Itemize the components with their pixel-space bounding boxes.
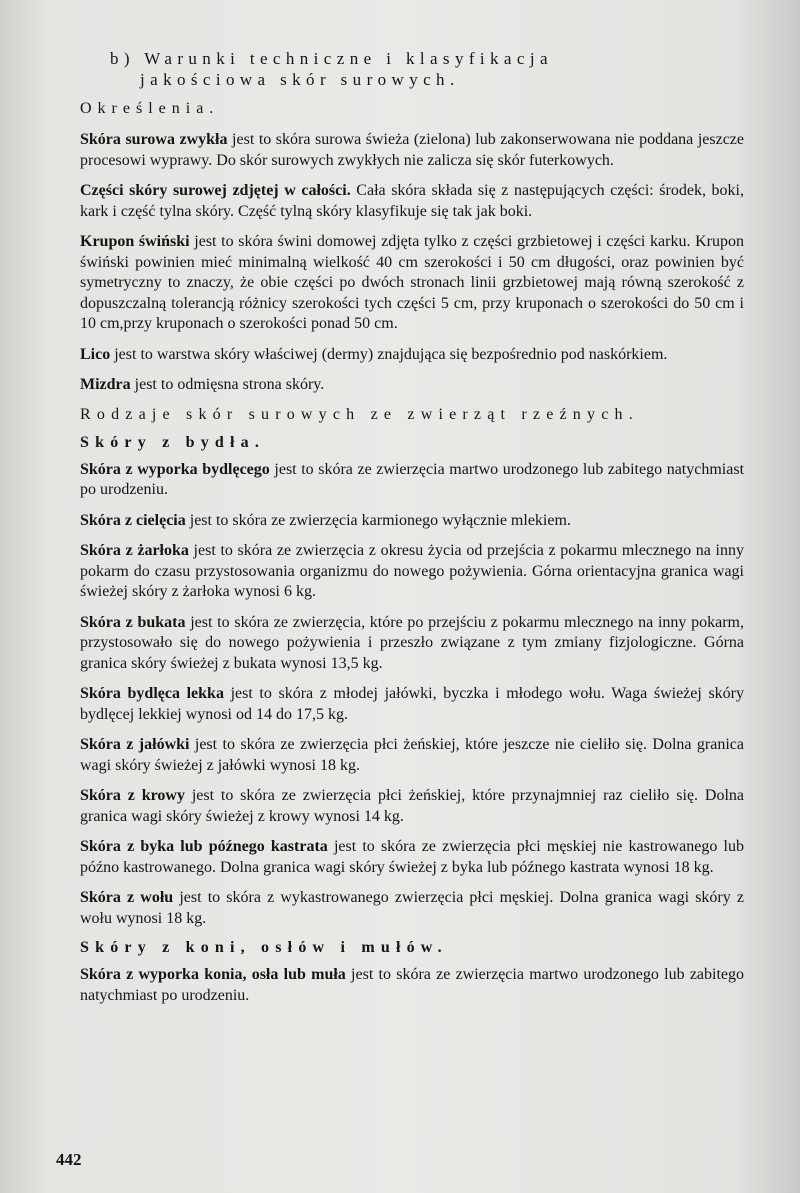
term: Mizdra [80, 376, 131, 393]
paragraph [80, 375, 744, 396]
cattle-heading: Skóry z bydła. [80, 433, 266, 451]
definition: jest to skóra ze zwierzęcia martwo urodzonego lub zabitego natychmiast po urodzeniu. [80, 966, 745, 1004]
definition: jest to skóra ze zwierzęcia karmionego wyłącznie mlekiem. [185, 511, 571, 529]
definition: jest to skóra ze zwierzęcia płci żeńskiej, które jeszcze nie cieliło się. Dolna granica wagi skóry świeżej z jałówki wynosi 18 kg. [80, 736, 745, 774]
paragraph [80, 232, 744, 335]
term: Części skóry surowej zdjętej w całości. [80, 182, 351, 199]
definition: jest to skóra ze zwierzęcia z okresu życia od przejścia z pokarmu mlecznego na inny pokarm do czasu przystosowania organizmu do nowego pożywienia. Górna orientacyjna granica wagi świeżej skóry z żarłoka wynosi 6 kg. [80, 542, 744, 600]
definition: jest to skóra ze zwierzęcia martwo urodzonego lub zabitego natychmiast po urodzeniu. [80, 460, 745, 498]
term: Skóra z wyporka bydlęcego [80, 460, 270, 478]
horses-list [80, 965, 744, 1006]
paragraph [80, 735, 744, 776]
term: Lico [80, 345, 111, 363]
paragraph [80, 965, 744, 1006]
definition: jest to odmięsna strona skóry. [130, 376, 325, 393]
term: Skóra z bukata [80, 613, 186, 631]
term: Skóra z byka lub późnego kastrata [80, 838, 328, 855]
term: Skóra z cielęcia [80, 511, 186, 529]
paragraph [80, 460, 744, 501]
horses-heading: Skóry z koni, osłów i mułów. [80, 939, 448, 956]
definition: jest to skóra z wykastrowanego zwierzęcia płci męskiej. Dolna granica wagi skóry z wołu wynosi 18 kg. [80, 889, 744, 927]
paragraph [80, 541, 744, 603]
paragraph [80, 613, 744, 675]
page-content [80, 48, 744, 1016]
paragraph [80, 684, 744, 725]
definitions-label: Określenia. [80, 100, 220, 117]
paragraph [80, 786, 744, 827]
paragraph [80, 511, 744, 532]
term: Skóra z krowy [80, 787, 185, 804]
term: Skóra bydlęca lekka [80, 685, 224, 702]
definition: jest to skóra ze zwierzęcia płci męskiej nie kastrowanego lub późno kastrowanego. Dolna granica wagi skóry świeżej z byka lub późnego kastrata wynosi 18 kg. [80, 838, 745, 876]
definition: Cała skóra składa się z następujących części: środek, boki, kark i część tylna skóry. Część tylną skóry klasyfikuje się tak jak boki. [80, 182, 744, 220]
term: Skóra z żarłoka [80, 542, 189, 559]
paragraph [80, 345, 744, 366]
section-heading-line1: b) Warunki techniczne i klasyfikacja [110, 49, 553, 68]
definition: jest to skóra ze zwierzęcia płci żeńskiej, które przynajmniej raz cieliło się. Dolna granica wagi skóry świeżej z krowy wynosi 14 kg. [80, 787, 745, 825]
paragraph [80, 888, 744, 929]
page-number: 442 [56, 1150, 82, 1169]
definitions-list [80, 130, 744, 396]
term: Krupon świński [80, 233, 190, 250]
term: Skóra z wyporka konia, osła lub muła [80, 966, 346, 983]
definition: jest to skóra z młodej jałówki, byczka i młodego wołu. Waga świeżej skóry bydlęcej lekkiej wynosi od 14 do 17,5 kg. [80, 685, 745, 723]
paragraph [80, 130, 744, 171]
paragraph [80, 837, 744, 878]
section-heading-line2: jakościowa skór surowych. [140, 70, 460, 89]
definition: jest to warstwa skóry właściwej (dermy) znajdująca się bezpośrednio pod naskórkiem. [110, 345, 668, 363]
definition: jest to skóra ze zwierzęcia, które po przejściu z pokarmu mlecznego na inny pokarm, przystosowało się do nowego pożywienia i przeszło związane z tym zmiany fizjologiczne. Górna granica skóry świeżej z bukata wynosi 13,5 kg. [80, 613, 744, 672]
term: Skóra z wołu [80, 889, 174, 906]
cattle-list [80, 460, 744, 930]
term: Skóra z jałówki [80, 736, 190, 753]
term: Skóra surowa zwykła [80, 131, 228, 148]
definition: jest to skóra świni domowej zdjęta tylko z części grzbietowej i części karku. Krupon świński powinien mieć minimalną wielkość 40 cm szerokości i 50 cm długości, oraz powinien być symetryczny to znaczy, że obie części po dwóch stronach linii grzbietowej mają równą szerokość z dopuszczalną tolerancją różnicy szerokości tych części 5 cm, przy kruponach o szerokości do 50 cm i 10 cm,przy kruponach o szerokości ponad 50 cm. [80, 233, 745, 332]
paragraph [80, 181, 744, 222]
definition: jest to skóra surowa świeża (zielona) lub zakonserwowana nie poddana jeszcze procesowi wyprawy. Do skór surowych zwykłych nie zalicza się skór futerkowych. [80, 131, 745, 169]
section-heading [110, 48, 744, 90]
kinds-heading: Rodzaje skór surowych ze zwierząt rzeźnych. [80, 405, 639, 423]
